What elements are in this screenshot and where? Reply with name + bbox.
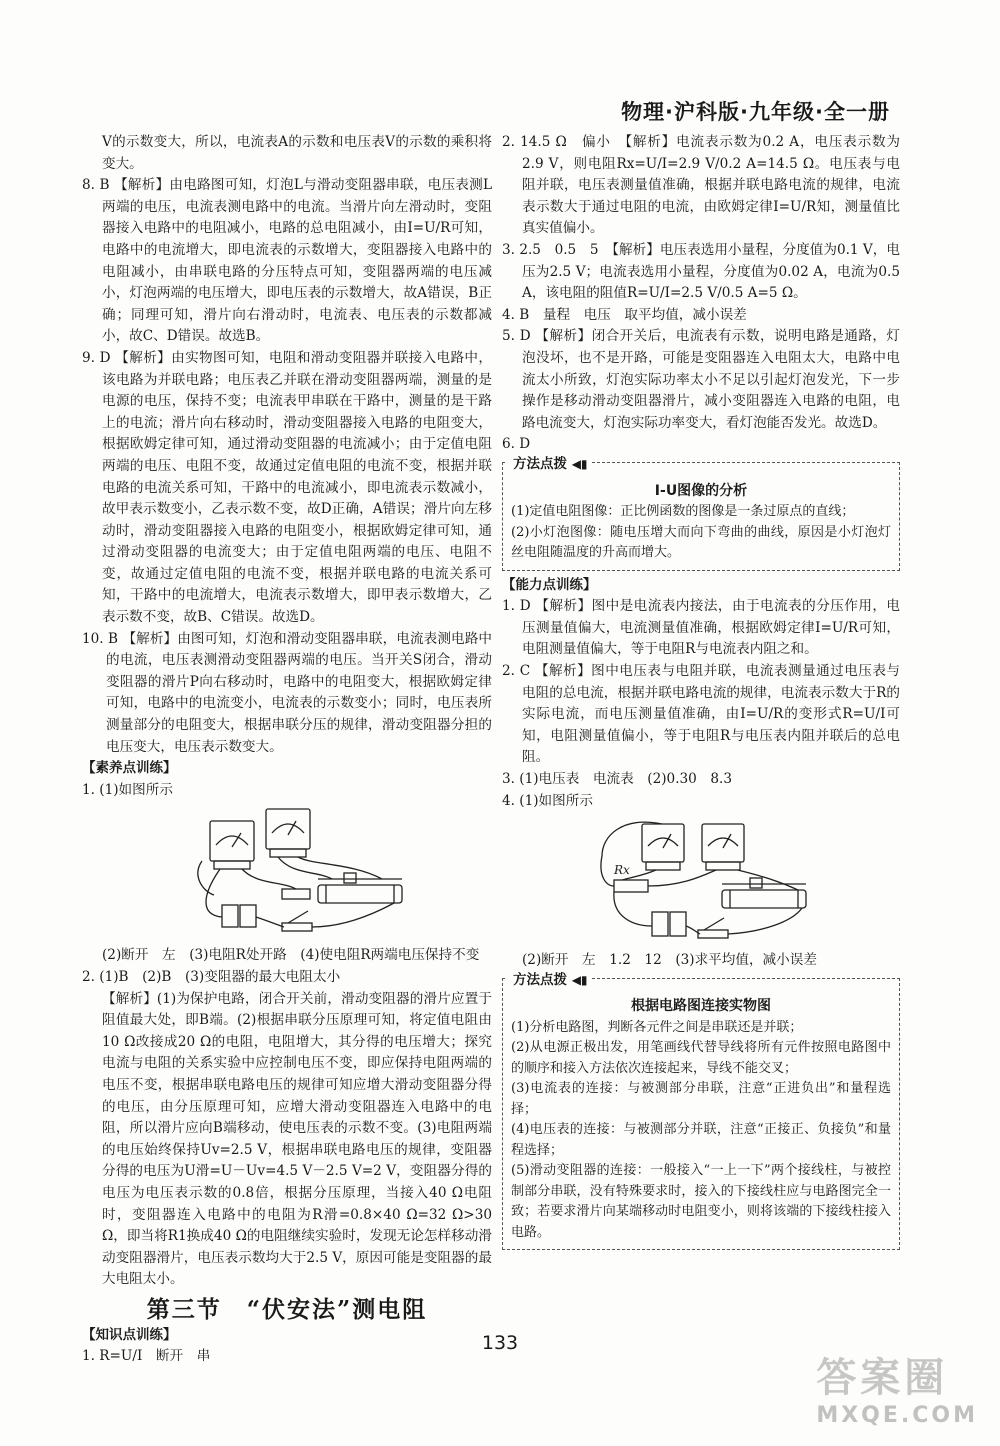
section-zhishi: 【知识点训练】: [82, 1326, 177, 1343]
suyang-1-rest: (2)断开 左 (3)电阻R处开路 (4)使电阻R两端电压保持不变: [102, 947, 480, 964]
circuit-figure-2: [502, 816, 900, 946]
right-column: [502, 132, 900, 1254]
circuit-diagram-2: [502, 816, 900, 946]
method-title: I-U图像的分析: [654, 482, 748, 499]
method-title-2: 根据电路图连接实物图: [631, 998, 771, 1015]
suyang-2: 2. (1)B (2)B (3)变阻器的最大电阻太小: [82, 969, 341, 985]
method-box-iu: [502, 455, 900, 571]
answer-10: 10. B 【解析】由图可知，灯泡和滑动变阻器串联，电流表测电路中的电流，电压表测滑动变阻器两端的电压。当开关S闭合，滑动变阻器的滑片P向右移动时，电路中的电阻变大，根据欧姆定律可知，电路中的电流变小，电流表的示数变小；同时，电压表所测量部分的电阻变大，根据串联分压的规律，滑动变阻器分担的电压变大，电压表示数变大。: [82, 630, 492, 755]
method2-p5: (5)滑动变阻器的连接：一般接入“一上一下”两个接线柱，与被控制部分串联，没有特殊要求时，接入的下接线柱应与电路图完全一致；若要求滑片向某端移动时电阻变小，则将该端的下接线柱接入电路。: [511, 1163, 891, 1240]
suyang-2-analysis: 【解析】(1)为保护电路，闭合开关前，滑动变阻器的滑片应置于阻值最大处，即B端。(2)根据串联分压原理可知，将定值电阻由10 Ω改接成20 Ω的电阻，电阻增大，其分得的电压增大；探究电流与电阻的关系实验中应控制电压不变，即应保持电阻两端的电压不变，根据串联电路电压的规律可知应增大滑动变阻器分得的电压，由分压原理可知，应增大滑动变阻器连入电路中的电阻，所以滑片应向B端移动，使电压表的示数不变。(3)电阻两端的电压始终保持Uv=2.5 V，根据串联电路电压的规律，变阻器分得的电压为U滑=U－Uv=4.5 V－2.5 V=2 V，变阻器分得的电压为电压表示数的0.8倍，根据分压原理，当接入40 Ω电阻时，变阻器连入电路中的电阻为R滑=0.8×40 Ω=32 Ω>30 Ω，即当将R1换成40 Ω的电阻继续实验时，发现无论怎样移动滑动变阻器滑片，电压表示数均大于2.5 V，原因可能是变阻器的最大电阻太小。: [102, 990, 492, 1288]
method-label-2: 方法点拨 ◀▮: [507, 968, 592, 994]
section-title: 第三节 “伏安法”测电阻: [146, 1295, 428, 1323]
watermark-site: MXQE.COM: [816, 1403, 978, 1428]
page-header: 物理·沪科版·九年级·全一册: [621, 100, 890, 124]
method-label: 方法点拨 ◀▮: [507, 452, 592, 478]
nengli-2: 2. C 【解析】图中电压表与电阻并联，电流表测量通过电压表与电阻的总电流，根据并联电路电流的规律，电流表示数大于R的实际电流，而电压测量值准确，由I=U/R的变形式R=U/I可知，电阻测量值偏小，等于电阻R与电压表内阻并联后的总电阻。: [502, 662, 900, 766]
zhishi-1: 1. R=U/I 断开 串: [82, 1348, 211, 1365]
circuit-diagram-1: [82, 805, 492, 941]
method-p2: (2)小灯泡图像：随电压增大而向下弯曲的曲线，原因是小灯泡灯丝电阻随温度的升高而增大。: [511, 524, 891, 561]
watermark: [816, 1346, 978, 1428]
answer-r5: 5. D 【解析】闭合开关后，电流表有示数，说明电路是通路，灯泡没坏，也不是开路，可能是变阻器连入电阻太大，电路中电流太小所致，灯泡实际功率太小不足以引起灯泡发光，下一步操作是移动滑动变阻器滑片，减小变阻器连入电路的电阻，电路电流变大，灯泡实际功率变大，看灯泡能否发光。故选D。: [502, 328, 900, 431]
nengli-3: 3. (1)电压表 电流表 (2)0.30 8.3: [502, 770, 733, 787]
page-number: 133: [481, 1332, 519, 1354]
speaker-icon: ◀▮: [571, 456, 588, 471]
answer-r2: 2. 14.5 Ω 偏小 【解析】电流表示数为0.2 A，电压表示数为2.9 V，则电阻Rx=U/I=2.9 V/0.2 A=14.5 Ω。电压表与电阻并联，电压表测量值准确，根据并联电路电流的规律，电流表示数大于通过电阻的电流，由欧姆定律I=U/R知，测量值比真实值偏小。: [502, 134, 900, 237]
section-nengli: 【能力点训练】: [502, 576, 597, 593]
method2-p3: (3)电流表的连接：与被测部分串联，注意“正进负出”和量程选择；: [511, 1081, 891, 1117]
answer-continuation: V的示数变大，所以，电流表A的示数和电压表V的示数的乘积将变大。: [102, 134, 492, 172]
section-suyang: 【素养点训练】: [82, 760, 177, 777]
nengli-4: 4. (1)如图所示: [502, 792, 593, 809]
answer-r3: 3. 2.5 0.5 5 【解析】电压表选用小量程，分度值为0.1 V，电压为2.5 V；电流表选用小量程，分度值为0.02 A，电流为0.5 A，该电阻的阻值R=U/I=2.5 V/0.5 A=5 Ω。: [502, 241, 900, 302]
method2-p2: (2)从电源正极出发，用笔画线代替导线将所有元件按照电路图中的顺序和接入方法依次连接起来，导线不能交叉；: [511, 1040, 891, 1076]
answer-9: 9. D 【解析】由实物图可知，电阻和滑动变阻器并联接入电路中，该电路为并联电路；电压表乙并联在滑动变阻器两端，测量的是电源的电压，保持不变；电流表甲串联在干路中，测量的是干路上的电流；滑片向右移动时，滑动变阻器接入电路的电阻变大，根据欧姆定律可知，通过滑动变阻器的电流减小；由于定值电阻两端的电压、电阻不变，故通过定值电阻的电流不变，根据并联电路的电流关系可知，干路中的电流减小，即电流表示数减小，故甲表示数变小，乙表示数不变，故D正确，A错误；滑片向左移动时，滑动变阻器接入电路的电阻变小，根据欧姆定律可知，通过滑动变阻器的电流变大；由于定值电阻两端的电压、电阻不变，故通过定值电阻的电流不变，根据并联电路的电流关系可知，干路中的电流增大，电流表示数增大，即甲表示数增大，乙表示数不变，故B、C错误。故选D。: [82, 349, 492, 626]
method-p1: (1)定值电阻图像：正比例函数的图像是一条过原点的直线；: [511, 504, 855, 520]
answer-r4: 4. B 量程 电压 取平均值，减小误差: [502, 306, 747, 323]
speaker-icon-2: ◀▮: [571, 972, 588, 987]
answer-8: 8. B 【解析】由电路图可知，灯泡L与滑动变阻器串联，电压表测L两端的电压，电流表测电路中的电流。当滑片向左滑动时，变阻器接入电路中的电阻减小，电路的总电阻减小，由I=U/R可知，电路中的电流增大，即电流表的示数增大，变阻器接入电路中的电阻减小，由串联电路的分压特点可知，变阻器两端的电压减小，灯泡两端的电压增大，即电压表的示数增大，故A错误，B正确；同理可知，滑片向右滑动时，电流表、电压表的示数都减小，故C、D错误。故选B。: [82, 177, 492, 345]
nengli-4-rest: (2)断开 左 1.2 12 (3)求平均值，减小误差: [522, 952, 817, 969]
answer-r6: 6. D: [502, 436, 531, 453]
suyang-1: 1. (1)如图所示: [82, 781, 173, 798]
watermark-logo: 答案圈: [816, 1355, 949, 1401]
rx-label: Rx: [614, 863, 630, 878]
circuit-figure-1: [82, 805, 492, 941]
method2-p4: (4)电压表的连接：与被测部分并联，注意“正接正、负接负”和量程选择；: [511, 1122, 891, 1158]
nengli-1: 1. D 【解析】图中是电流表内接法，由于电流表的分压作用，电压测量值偏大，电流测量值准确，根据欧姆定律I=U/R可知，电阻测量值偏大，等于电阻R与电流表内阻之和。: [502, 598, 900, 658]
method2-p1: (1)分析电路图，判断各元件之间是串联还是并联；: [511, 1019, 803, 1035]
left-column: [82, 132, 492, 1368]
method-box-circuit: [502, 971, 900, 1251]
